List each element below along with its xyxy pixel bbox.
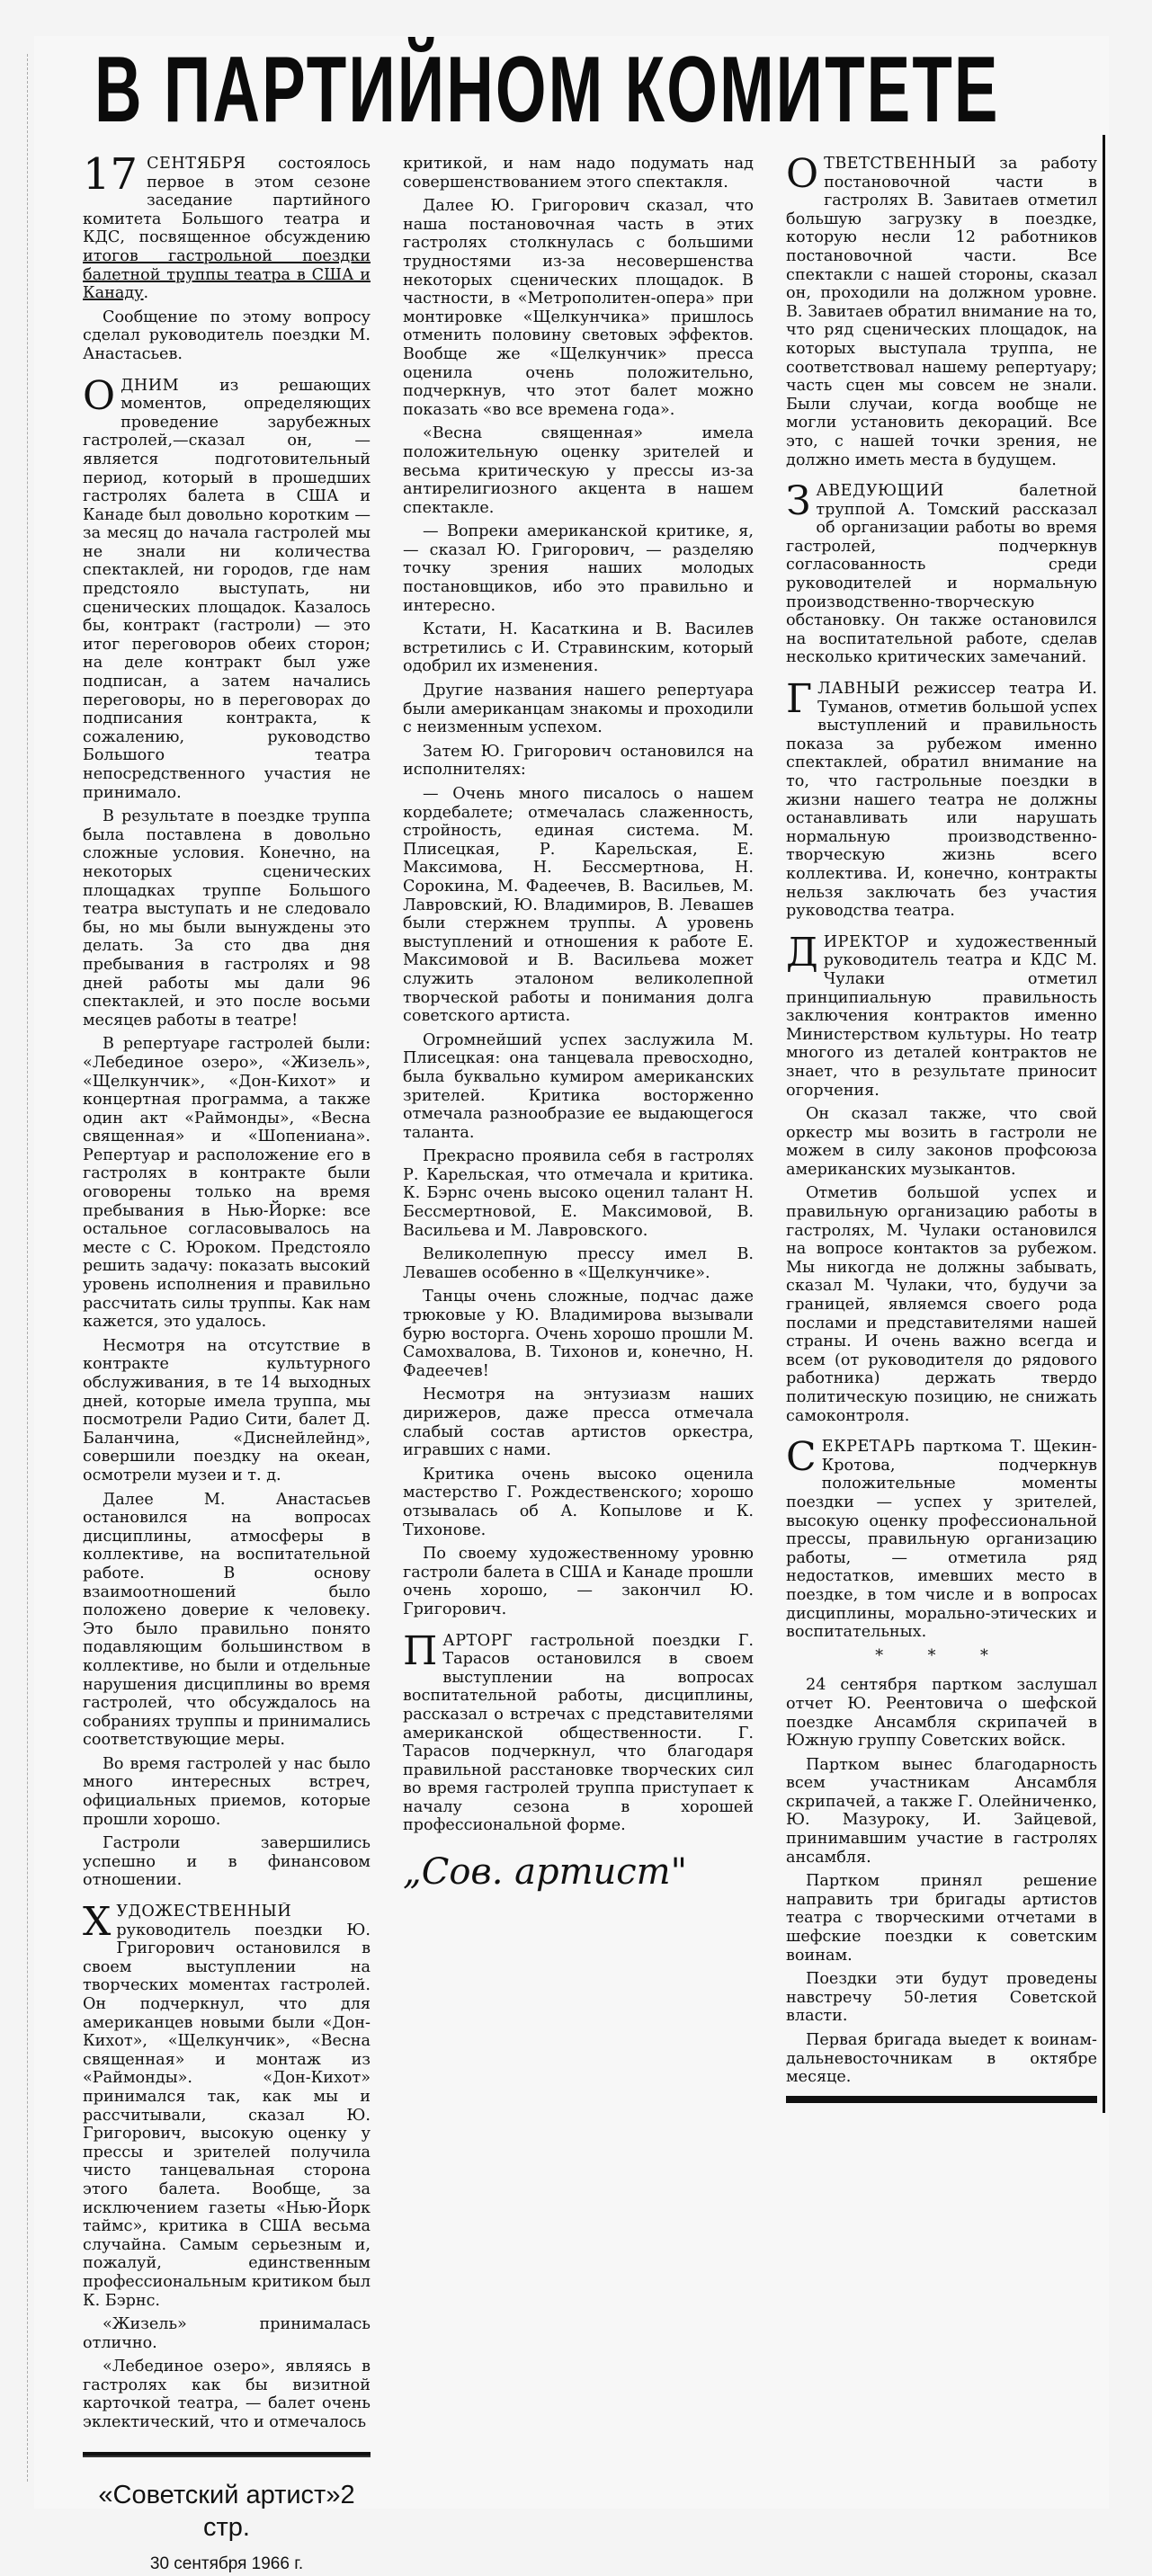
paragraph: критикой, и нам надо подумать над совершенствованием этого спектакля. — [403, 155, 754, 192]
paragraph: Несмотря на отсутствие в контракте культурного обслуживания, в те 14 выходных дней, которые имела труппа, мы посмотрели Радио Сити, балет Д. Баланчина, «Диснейлейнд», совершили поездку на океан, осмотрели музеи и т. д. — [83, 1336, 371, 1484]
paragraph: Во время гастролей у нас было много интересных встреч, официальных приемов, которые прошли хорошо. — [83, 1754, 371, 1829]
lead-word: ТВЕТСТВЕННЫЙ — [824, 155, 977, 173]
paragraph: «Жизель» принималась отлично. — [83, 2315, 371, 2352]
lead-word: ИРЕКТОР — [823, 932, 909, 951]
paragraph: Первая бригада выедет к воинам-дальневосточникам в октябре месяце. — [786, 2031, 1097, 2087]
paragraph: Несмотря на энтузиазм наших дирижеров, даже пресса отмечала слабый состав артистов оркестра, игравших с нами. — [403, 1386, 754, 1460]
section-tumanov — [786, 680, 1097, 921]
paragraph: Партком вынес благодарность всем участникам Ансамбля скрипачей, а также Г. Олейниченко, Ю. Мазуроку, И. Зайцевой, принимавшим участие в гастролях ансамбля. — [786, 1755, 1097, 1867]
section-text: за работу постановочной части в гастролях В. Завитаев отметил большую загрузку в поездке, которую несли 12 работников постановочной части. Все спектакли с нашей стороны, сказал он, проходили на должном уровне. В. Завитаев обратил внимание на то, что ряд сценических площадок, на которых выступала труппа, не соответствовал нашему репертуару; часть сцен мы совсем не знали. Были случаи, когда вообще не могли установить декораций. Все это, с нашей точки зрения, не должно иметь места в будущем. — [786, 155, 1097, 469]
clipping-edge — [27, 54, 29, 2482]
column-2 — [403, 155, 754, 1894]
drop-cap: С — [786, 1438, 817, 1481]
lead-word: ДНИМ — [121, 376, 180, 395]
column-3 — [786, 155, 1097, 2103]
column-rule — [1103, 135, 1105, 2113]
column-1 — [83, 155, 371, 2576]
intro-text: состоялось первое в этом сезоне заседание партийного комитета Большого театра и КДС, посвященное обсуждению — [83, 155, 371, 247]
headline: В ПАРТИЙНОМ КОМИТЕТЕ — [94, 38, 1000, 142]
paragraph: Прекрасно проявила себя в гастролях Р. Карельская, что отмечала и критика. К. Бэрнс очень высоко оценил талант Н. Бессмертновой, Е. Максимовой, В. Васильева и М. Лавровского. — [403, 1147, 754, 1240]
paragraph: Критика очень высоко оценила мастерство Г. Рождественского; хорошо отзывалась об А. Копылове и К. Тихонове. — [403, 1465, 754, 1539]
intro-paragraph — [83, 155, 371, 303]
section-text: гастрольной поездки Г. Тарасов остановился в своем выступлении на вопросах воспитательной работы, дисциплины, рассказал о встречах с представителями американской общественности. Г. Тарасов подчеркнул, что благодаря правильной расстановке творческих сил во время гастролей труппа приступает к началу сезона в хорошей профессиональной форме. — [403, 1631, 754, 1835]
paragraph: Кстати, Н. Касаткина и В. Василев встретились с И. Стравинским, который одобрил их изменения. — [403, 620, 754, 676]
lead-word: ЛАВНЫЙ — [817, 680, 901, 699]
lead-word: ЕКРЕТАРЬ — [821, 1438, 915, 1457]
section-zavitaev — [786, 155, 1097, 469]
source-footer — [83, 2452, 371, 2576]
drop-cap: П — [403, 1631, 438, 1674]
section-partorg — [403, 1632, 754, 1836]
paragraph: Другие названия нашего репертуара были американцам знакомы и проходили с неизменным успехом. — [403, 682, 754, 737]
section-grigorovich — [83, 1903, 371, 2310]
paragraph: «Весна священная» имела положительную оценку зрителей и весьма критическую у прессы из-за антирелигиозного акцента в нашем спектакле. — [403, 424, 754, 517]
paragraph: Он сказал также, что свой оркестр мы возить в гастроли не можем в силу законов профсоюза американских музыкантов. — [786, 1105, 1097, 1179]
section-text: из решающих моментов, определяющих проведение зарубежных гастролей,—сказал он, — является подготовительный период, который в прошедших гастролях балета в США и Канаде был довольно коротким — за месяц до начала гастролей мы не знали ни количества спектаклей, ни городов, где нам предстояло выступать, ни сценических площадок. Казалось бы, контракт (гастроли) — это итог переговоров обеих сторон; на деле контракт был уже подписан, а затем начались переговоры, но в переговорах до подписания контракта, к сожалению, руководство Большого театра непосредственного участия не принимало. — [83, 376, 371, 802]
section-tomsky — [786, 482, 1097, 667]
paragraph: Затем Ю. Григорович остановился на исполнителях: — [403, 742, 754, 780]
date-month: СЕНТЯБРЯ — [147, 155, 246, 173]
paragraph: Далее М. Анастасьев остановился на вопросах дисциплины, атмосферы в коллективе, на воспитательной работе. В основу взаимоотношений было положено доверие к человеку. Это было правильно понято подавляющим большинством в коллективе, но были и отдельные нарушения дисциплины во время гастролей, что обсуждалось на собраниях труппы и принимались соответствующие меры. — [83, 1490, 371, 1750]
handwritten-note: „Сов. артист" — [403, 1851, 687, 1894]
drop-cap: О — [83, 376, 116, 419]
paragraph: Танцы очень сложные, подчас даже трюковые у Ю. Владимирова вызывали бурю восторга. Очень хорошо прошли М. Самохвалова, В. Тихонов и, конечно, Н. Фадеечев! — [403, 1288, 754, 1380]
source-newspaper: «Советский артист»2 стр. — [98, 2480, 355, 2542]
paragraph: Сообщение по этому вопросу сделал руководитель поездки М. Анастасьев. — [83, 308, 371, 363]
paragraph: По своему художественному уровню гастроли балета в США и Канаде прошли очень хорошо, — закончил Ю. Григорович. — [403, 1545, 754, 1618]
bottom-rule — [786, 2096, 1097, 2103]
paragraph: Поездки эти будут проведены навстречу 50-летия Советской власти. — [786, 1970, 1097, 2026]
date-number: 17 — [83, 155, 138, 200]
paragraph: Огромнейший успех заслужила М. Плисецкая: она танцевала превосходно, была буквально кумиром американских зрителей. Критика восторженно отмечала разнообразие ее выдающегося таланта. — [403, 1030, 754, 1142]
paragraph: Отметив большой успех и правильную организацию работы в гастролях, М. Чулаки остановился на вопросе контактов за рубежом. Мы никогда не должны забывать, сказал М. Чулаки, что, будучи за границей, являемся своего рода послами и представителями нашей страны. И очень важно всегда и всем (от руководителя до рядового работника) держать твердо политическую позицию, не снижать самоконтроля. — [786, 1184, 1097, 1425]
paragraph: Далее Ю. Григорович сказал, что наша постановочная часть в этих гастролях столкнулась с большими трудностями из-за несовершенства некоторых сценических площадок. В частности, в «Метрополитен-опера» при монтировке «Щелкунчика» пришлось отменить половину световых эффектов. Вообще же «Щелкунчик» пресса оценила очень положительно, подчеркнув, что этот балет можно показать «во все времена года». — [403, 197, 754, 419]
drop-cap: О — [786, 155, 819, 197]
paragraph: В репертуаре гастролей были: «Лебединое озеро», «Жизель», «Щелкунчик», «Дон-Кихот» и концертная программа, а также один акт «Раймонды», «Весна священная» и «Шопениана». Репертуар и расположение его в гастролях в контракте были оговорены только на время пребывания в Нью-Йорке: все остальное согласовывалось на месте с С. Юроком. Предстояло решить задачу: показать высокий уровень исполнения и правильно рассчитать силы труппы. Как нам кажется, это удалось. — [83, 1035, 371, 1332]
section-text: парткома Т. Щекин-Кротова, подчеркнув положительные моменты поездки — успех у зрителей, высокую оценку профессиональной прессы, правильную организацию работы, — отметила ряд недостатков, имевших место в поездке, в том числе и в вопросах дисциплины, морально-этических и воспитательных. — [786, 1438, 1097, 1642]
paragraph: — Вопреки американской критике, я, — сказал Ю. Григорович, — разделяю точку зрения наших молодых постановщиков, ибо это правильно и интересно. — [403, 522, 754, 615]
drop-cap: Г — [786, 680, 813, 723]
paragraph: 24 сентября партком заслушал отчет Ю. Реентовича о шефской поездке Ансамбля скрипачей в Южную группу Советских войск. — [786, 1676, 1097, 1751]
section-separator: * * * — [875, 1646, 1008, 1665]
intro-end: . — [143, 284, 149, 303]
section-text: и художественный руководитель театра и КДС М. Чулаки отметил принципиальную правильность заключения контрактов именно Министерством культуры. Но театр многого из деталей контрактов не знает, что в результате приносит огорчения. — [786, 932, 1097, 1100]
footer-rule — [83, 2452, 371, 2457]
lead-word: АРТОРГ — [442, 1631, 513, 1650]
paragraph: Гастроли завершились успешно и в финансовом отношении. — [83, 1834, 371, 1890]
drop-cap: З — [786, 482, 811, 525]
article-columns — [83, 155, 1097, 2576]
paragraph: Великолепную прессу имел В. Левашев особенно в «Щелкунчике». — [403, 1245, 754, 1282]
section-anastasyev — [83, 377, 371, 803]
section-text: балетной труппой А. Томский рассказал об организации работы во время гастролей, подчеркнув согласованность среди руководителей и нормальную производственно-творческую обстановку. Он также остановился на воспитательной работе, сделав несколько критических замечаний. — [786, 482, 1097, 667]
paragraph: — Очень много писалось о нашем кордебалете; отмечалась слаженность, стройность, единая система. М. Плисецкая, Р. Карельская, Е. Максимова, Н. Бессмертнова, Н. Сорокина, М. Фадеечев, В. Васильев, М. Лавровский, Ю. Владимиров, В. Левашев были стержнем труппы. А уровень выступлений и отношения к работе Е. Максимовой и В. Васильева может служить эталоном великолепной творческой работы и понимания долга советского артиста. — [403, 785, 754, 1026]
section-text: режиссер театра И. Туманов, отметив большой успех выступлений и правильность показа за рубежом именно спектаклей, обратил внимание на то, что гастрольные поездки в жизни нашего театра не должны останавливать или нарушать нормальную производственно-творческую жизнь всего коллектива. И, конечно, контракты нельзя заключать без участия руководства театра. — [786, 680, 1097, 921]
paragraph: Партком принял решение направить три бригады артистов театра с творческими отчетами в шефские поездки к советским воинам. — [786, 1872, 1097, 1965]
lead-word: АВЕДУЮЩИЙ — [816, 482, 944, 501]
section-secretary — [786, 1438, 1097, 1642]
lead-word: УДОЖЕСТВЕННЫЙ — [116, 1903, 292, 1921]
paragraph: В результате в поездке труппа была поставлена в довольно сложные условия. Конечно, на некоторых сценических площадках труппе Большого театра выступать и не следовало бы, но мы были вынуждены это делать. За сто два дня пребывания в гастролях и 98 дней работы мы дали 96 спектаклей, и это после восьми месяцев работы в театре! — [83, 807, 371, 1030]
section-text: руководитель поездки Ю. Григорович остановился в своем выступлении на творческих моментах гастролей. Он подчеркнул, что для американцев новыми были «Дон-Кихот», «Щелкунчик», «Весна священная» и монтаж из «Раймонды». «Дон-Кихот» принимался так, как мы и рассчитывали, сказал Ю. Григорович, высокую оценку у прессы и зрителей получила чисто танцевальная сторона этого балета. Вообще, за исключением газеты «Нью-Йорк таймс», критика в США весьма случайна. Самым серьезным и, пожалуй, единственным профессиональным критиком был К. Бэрнс. — [83, 1921, 371, 2310]
drop-cap: Д — [786, 932, 818, 976]
section-chulaki — [786, 933, 1097, 1100]
source-date: 30 сентября 1966 г. — [149, 2554, 304, 2573]
underlined-topic: итогов гастрольной поездки балетной труппы театра в США и Канаду — [83, 246, 371, 303]
drop-cap: Х — [83, 1903, 112, 1946]
paragraph: «Лебединое озеро», являясь в гастролях как бы визитной карточкой театра, — балет очень эклектический, что и отмечалось — [83, 2358, 371, 2432]
